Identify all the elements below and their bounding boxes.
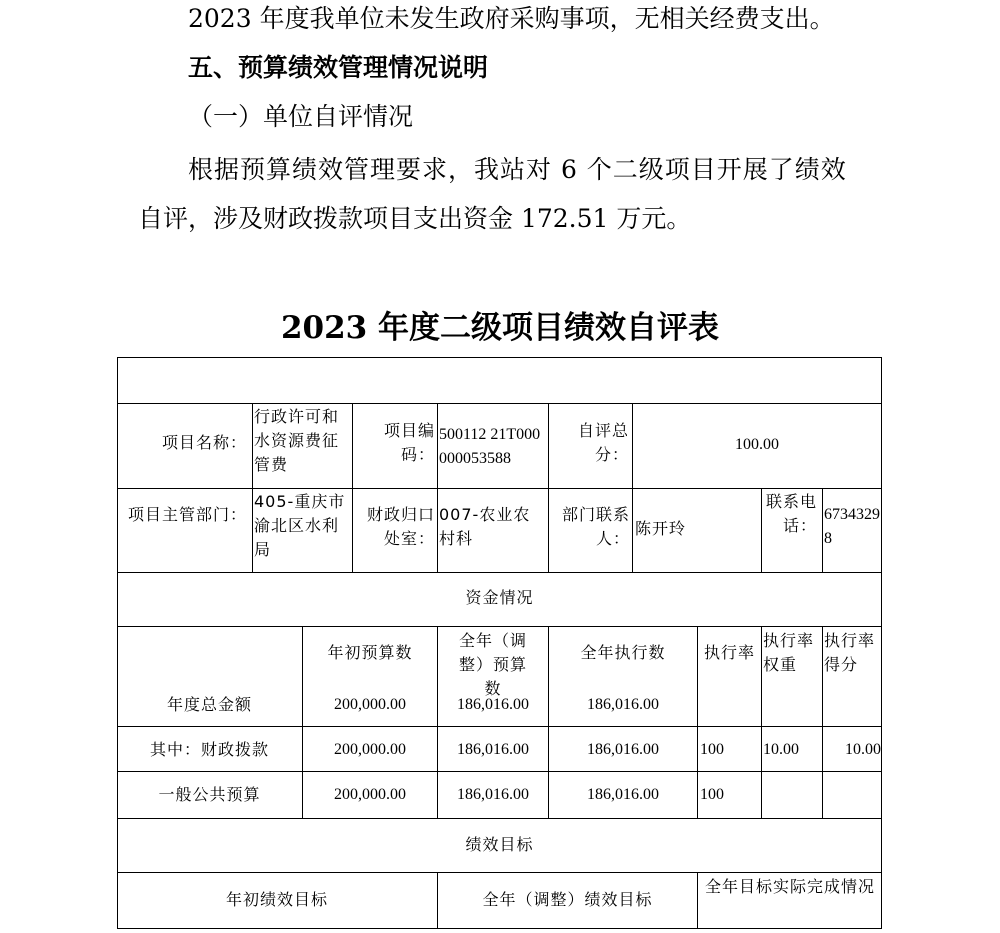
funds-row-score: 10.00 bbox=[845, 741, 881, 758]
funds-row-label: 年度总金额 bbox=[166, 695, 252, 714]
phone-label: 联系电话： bbox=[765, 492, 817, 535]
dept-label: 项目主管部门： bbox=[127, 505, 247, 524]
funds-row-initial: 200,000.00 bbox=[334, 786, 406, 803]
funds-header-rate: 执行率 bbox=[703, 643, 755, 662]
self-score-label: 自评总分： bbox=[577, 421, 629, 464]
table-title: 2023 年度二级项目绩效自评表 bbox=[280, 310, 720, 346]
funds-header-executed: 全年执行数 bbox=[580, 643, 666, 662]
funds-row-weight: 10.00 bbox=[763, 741, 799, 758]
funds-header-weight: 执行率权重 bbox=[763, 631, 815, 674]
para-line2: 自评，涉及财政拨款项目支出资金 172.51 万元。 bbox=[138, 204, 692, 233]
intro-line1: 2023 年度我单位未发生政府采购事项，无相关经费支出。 bbox=[188, 4, 835, 33]
funds-row-initial: 200,000.00 bbox=[334, 741, 406, 758]
funds-row-label: 一般公共预算 bbox=[158, 785, 261, 804]
funds-header-adjusted: 全年（调整）预算数 bbox=[458, 631, 527, 698]
performance-section-label: 绩效目标 bbox=[465, 835, 534, 854]
funds-row-rate: 100 bbox=[700, 786, 724, 803]
perf-header-actual: 全年目标实际完成情况 bbox=[704, 877, 875, 896]
perf-header-adjusted: 全年（调整）绩效目标 bbox=[482, 890, 653, 909]
funds-row-executed: 186,016.00 bbox=[587, 696, 659, 713]
dept-value: 405-重庆市渝北区水利局 bbox=[254, 492, 346, 559]
contact-value: 陈开玲 bbox=[635, 519, 687, 538]
performance-table bbox=[117, 357, 882, 929]
funds-row-executed: 186,016.00 bbox=[587, 786, 659, 803]
finance-office-label: 财政归口处室： bbox=[366, 505, 435, 548]
funds-header-score: 执行率得分 bbox=[824, 631, 876, 674]
project-code-value: 500112 21T000000053588 bbox=[439, 426, 541, 467]
para-line1: 根据预算绩效管理要求，我站对 6 个二级项目开展了绩效 bbox=[188, 155, 847, 184]
project-code-label: 项目编码： bbox=[383, 421, 435, 464]
phone-value: 67343298 bbox=[824, 506, 880, 547]
funds-row-rate: 100 bbox=[700, 741, 724, 758]
perf-header-initial: 年初绩效目标 bbox=[225, 890, 328, 909]
funds-row-adjusted: 186,016.00 bbox=[457, 786, 529, 803]
funds-section-label: 资金情况 bbox=[465, 588, 534, 607]
sub1-heading: （一）单位自评情况 bbox=[188, 102, 414, 131]
self-score-value: 100.00 bbox=[735, 436, 779, 453]
project-name-label: 项目名称： bbox=[161, 433, 247, 452]
section5-heading: 五、预算绩效管理情况说明 bbox=[188, 53, 489, 82]
funds-row-adjusted: 186,016.00 bbox=[457, 741, 529, 758]
funds-row-label: 其中：财政拨款 bbox=[149, 740, 269, 759]
funds-header-initial: 年初预算数 bbox=[327, 643, 413, 662]
finance-office-value: 007-农业农村科 bbox=[439, 505, 531, 548]
funds-row-adjusted: 186,016.00 bbox=[457, 696, 529, 713]
funds-row-executed: 186,016.00 bbox=[587, 741, 659, 758]
funds-row-initial: 200,000.00 bbox=[334, 696, 406, 713]
contact-label: 部门联系人： bbox=[561, 505, 630, 548]
project-name-value: 行政许可和水资源费征管费 bbox=[254, 407, 340, 474]
